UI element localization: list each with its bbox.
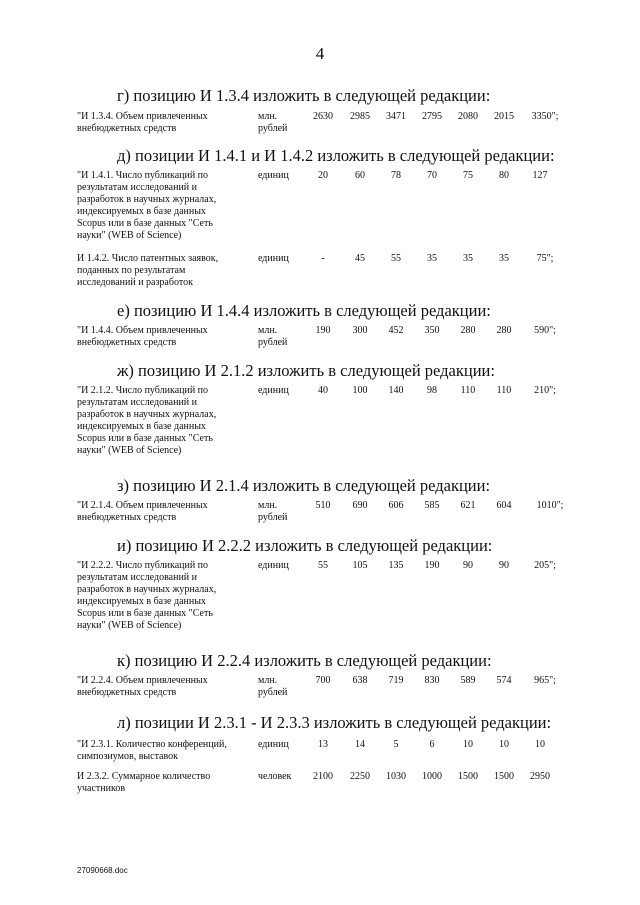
value-cell: 280 (460, 325, 476, 336)
section-heading-z: з) позицию И 2.1.4 изложить в следующей редакции: (117, 476, 491, 495)
value-cell: 55 (391, 253, 401, 264)
value-cell: 2630 (313, 111, 333, 122)
indicator-name: "И 1.4.4. Объем привлеченных внебюджетных средств (77, 325, 208, 348)
value-cell: 2250 (350, 771, 370, 782)
section-heading-e: е) позицию И 1.4.4 изложить в следующей редакции: (117, 301, 491, 320)
indicator-unit: млн. рублей (258, 675, 288, 698)
value-cell: 3350"; (531, 111, 559, 122)
indicator-unit: единиц (258, 170, 289, 181)
value-cell: - (321, 253, 325, 264)
value-cell: 190 (424, 560, 440, 571)
indicator-unit: единиц (258, 385, 289, 396)
value-cell: 60 (355, 170, 365, 181)
value-cell: 55 (318, 560, 328, 571)
section-heading-i: и) позицию И 2.2.2 изложить в следующей редакции: (117, 536, 493, 555)
value-cell: 75"; (536, 253, 554, 264)
value-cell: 638 (352, 675, 368, 686)
value-cell: 2985 (350, 111, 370, 122)
value-cell: 2080 (458, 111, 478, 122)
value-cell: 205"; (534, 560, 556, 571)
indicator-unit: единиц (258, 739, 289, 750)
value-cell: 105 (352, 560, 368, 571)
section-heading-l: л) позиции И 2.3.1 - И 2.3.3 изложить в следующей редакции: (117, 713, 552, 732)
value-cell: 700 (315, 675, 331, 686)
value-cell: 5 (393, 739, 399, 750)
value-cell: 604 (496, 500, 512, 511)
value-cell: 574 (496, 675, 512, 686)
indicator-name: И 1.4.2. Число патентных заявок, поданных по результатам исследований и разработок (77, 253, 219, 288)
value-cell: 2100 (313, 771, 333, 782)
indicator-name: "И 2.1.2. Число публикаций по результатам исследований и разработок в научных журналах, индексируемых в базе данных Scopus или в базе данных "Сеть науки" (WEB of Science) (77, 385, 217, 456)
value-cell: 40 (318, 385, 328, 396)
value-cell: 98 (427, 385, 437, 396)
value-cell: 10 (463, 739, 473, 750)
value-cell: 2795 (422, 111, 442, 122)
value-cell: 90 (463, 560, 473, 571)
value-cell: 13 (318, 739, 328, 750)
value-cell: 1500 (458, 771, 478, 782)
value-cell: 1500 (494, 771, 514, 782)
value-cell: 1030 (386, 771, 406, 782)
indicator-unit: млн. рублей (258, 325, 288, 348)
value-cell: 20 (318, 170, 328, 181)
value-cell: 350 (424, 325, 440, 336)
value-cell: 110 (460, 385, 476, 396)
value-cell: 606 (388, 500, 404, 511)
value-cell: 585 (424, 500, 440, 511)
section-heading-g: г) позицию И 1.3.4 изложить в следующей редакции: (117, 86, 491, 105)
value-cell: 100 (352, 385, 368, 396)
value-cell: 10 (499, 739, 509, 750)
value-cell: 280 (496, 325, 512, 336)
indicator-name: "И 2.2.4. Объем привлеченных внебюджетных средств (77, 675, 208, 698)
value-cell: 140 (388, 385, 404, 396)
value-cell: 35 (499, 253, 509, 264)
indicator-name: "И 2.2.2. Число публикаций по результатам исследований и разработок в научных журналах, индексируемых в базе данных Scopus или в базе данных "Сеть науки" (WEB of Science) (77, 560, 217, 631)
value-cell: 190 (315, 325, 331, 336)
value-cell: 10 (535, 739, 545, 750)
value-cell: 300 (352, 325, 368, 336)
value-cell: 35 (463, 253, 473, 264)
indicator-name: И 2.3.2. Суммарное количество участников (77, 771, 211, 794)
document-filename: 27090668.doc (77, 866, 128, 875)
indicator-unit: единиц (258, 253, 289, 264)
value-cell: 35 (427, 253, 437, 264)
value-cell: 452 (388, 325, 404, 336)
value-cell: 6 (429, 739, 435, 750)
indicator-unit: единиц (258, 560, 289, 571)
value-cell: 621 (460, 500, 476, 511)
section-heading-zh: ж) позицию И 2.1.2 изложить в следующей редакции: (117, 361, 495, 380)
page-number: 4 (315, 44, 325, 63)
value-cell: 1010"; (536, 500, 564, 511)
section-heading-k: к) позицию И 2.2.4 изложить в следующей редакции: (117, 651, 492, 670)
value-cell: 45 (355, 253, 365, 264)
value-cell: 110 (496, 385, 512, 396)
value-cell: 589 (460, 675, 476, 686)
value-cell: 590"; (534, 325, 556, 336)
value-cell: 690 (352, 500, 368, 511)
value-cell: 965"; (534, 675, 556, 686)
value-cell: 1000 (422, 771, 442, 782)
value-cell: 127 (532, 170, 548, 181)
value-cell: 90 (499, 560, 509, 571)
value-cell: 80 (499, 170, 509, 181)
value-cell: 2950 (530, 771, 550, 782)
value-cell: 75 (463, 170, 473, 181)
value-cell: 14 (355, 739, 365, 750)
indicator-name: "И 1.3.4. Объем привлеченных внебюджетных средств (77, 111, 208, 134)
indicator-name: "И 1.4.1. Число публикаций по результатам исследований и разработок в научных журналах, индексируемых в базе данных Scopus или в базе данных "Сеть науки" (WEB of Science) (77, 170, 217, 241)
value-cell: 510 (315, 500, 331, 511)
indicator-unit: млн. рублей (258, 111, 288, 134)
indicator-unit: человек (258, 771, 292, 782)
value-cell: 830 (424, 675, 440, 686)
value-cell: 78 (391, 170, 401, 181)
section-heading-d: д) позиции И 1.4.1 и И 1.4.2 изложить в следующей редакции: (117, 146, 555, 165)
indicator-unit: млн. рублей (258, 500, 288, 523)
value-cell: 210"; (534, 385, 556, 396)
indicator-name: "И 2.3.1. Количество конференций, симпозиумов, выставок (77, 739, 227, 762)
indicator-name: "И 2.1.4. Объем привлеченных внебюджетных средств (77, 500, 208, 523)
value-cell: 719 (388, 675, 404, 686)
value-cell: 3471 (386, 111, 406, 122)
value-cell: 135 (388, 560, 404, 571)
value-cell: 2015 (494, 111, 514, 122)
value-cell: 70 (427, 170, 437, 181)
